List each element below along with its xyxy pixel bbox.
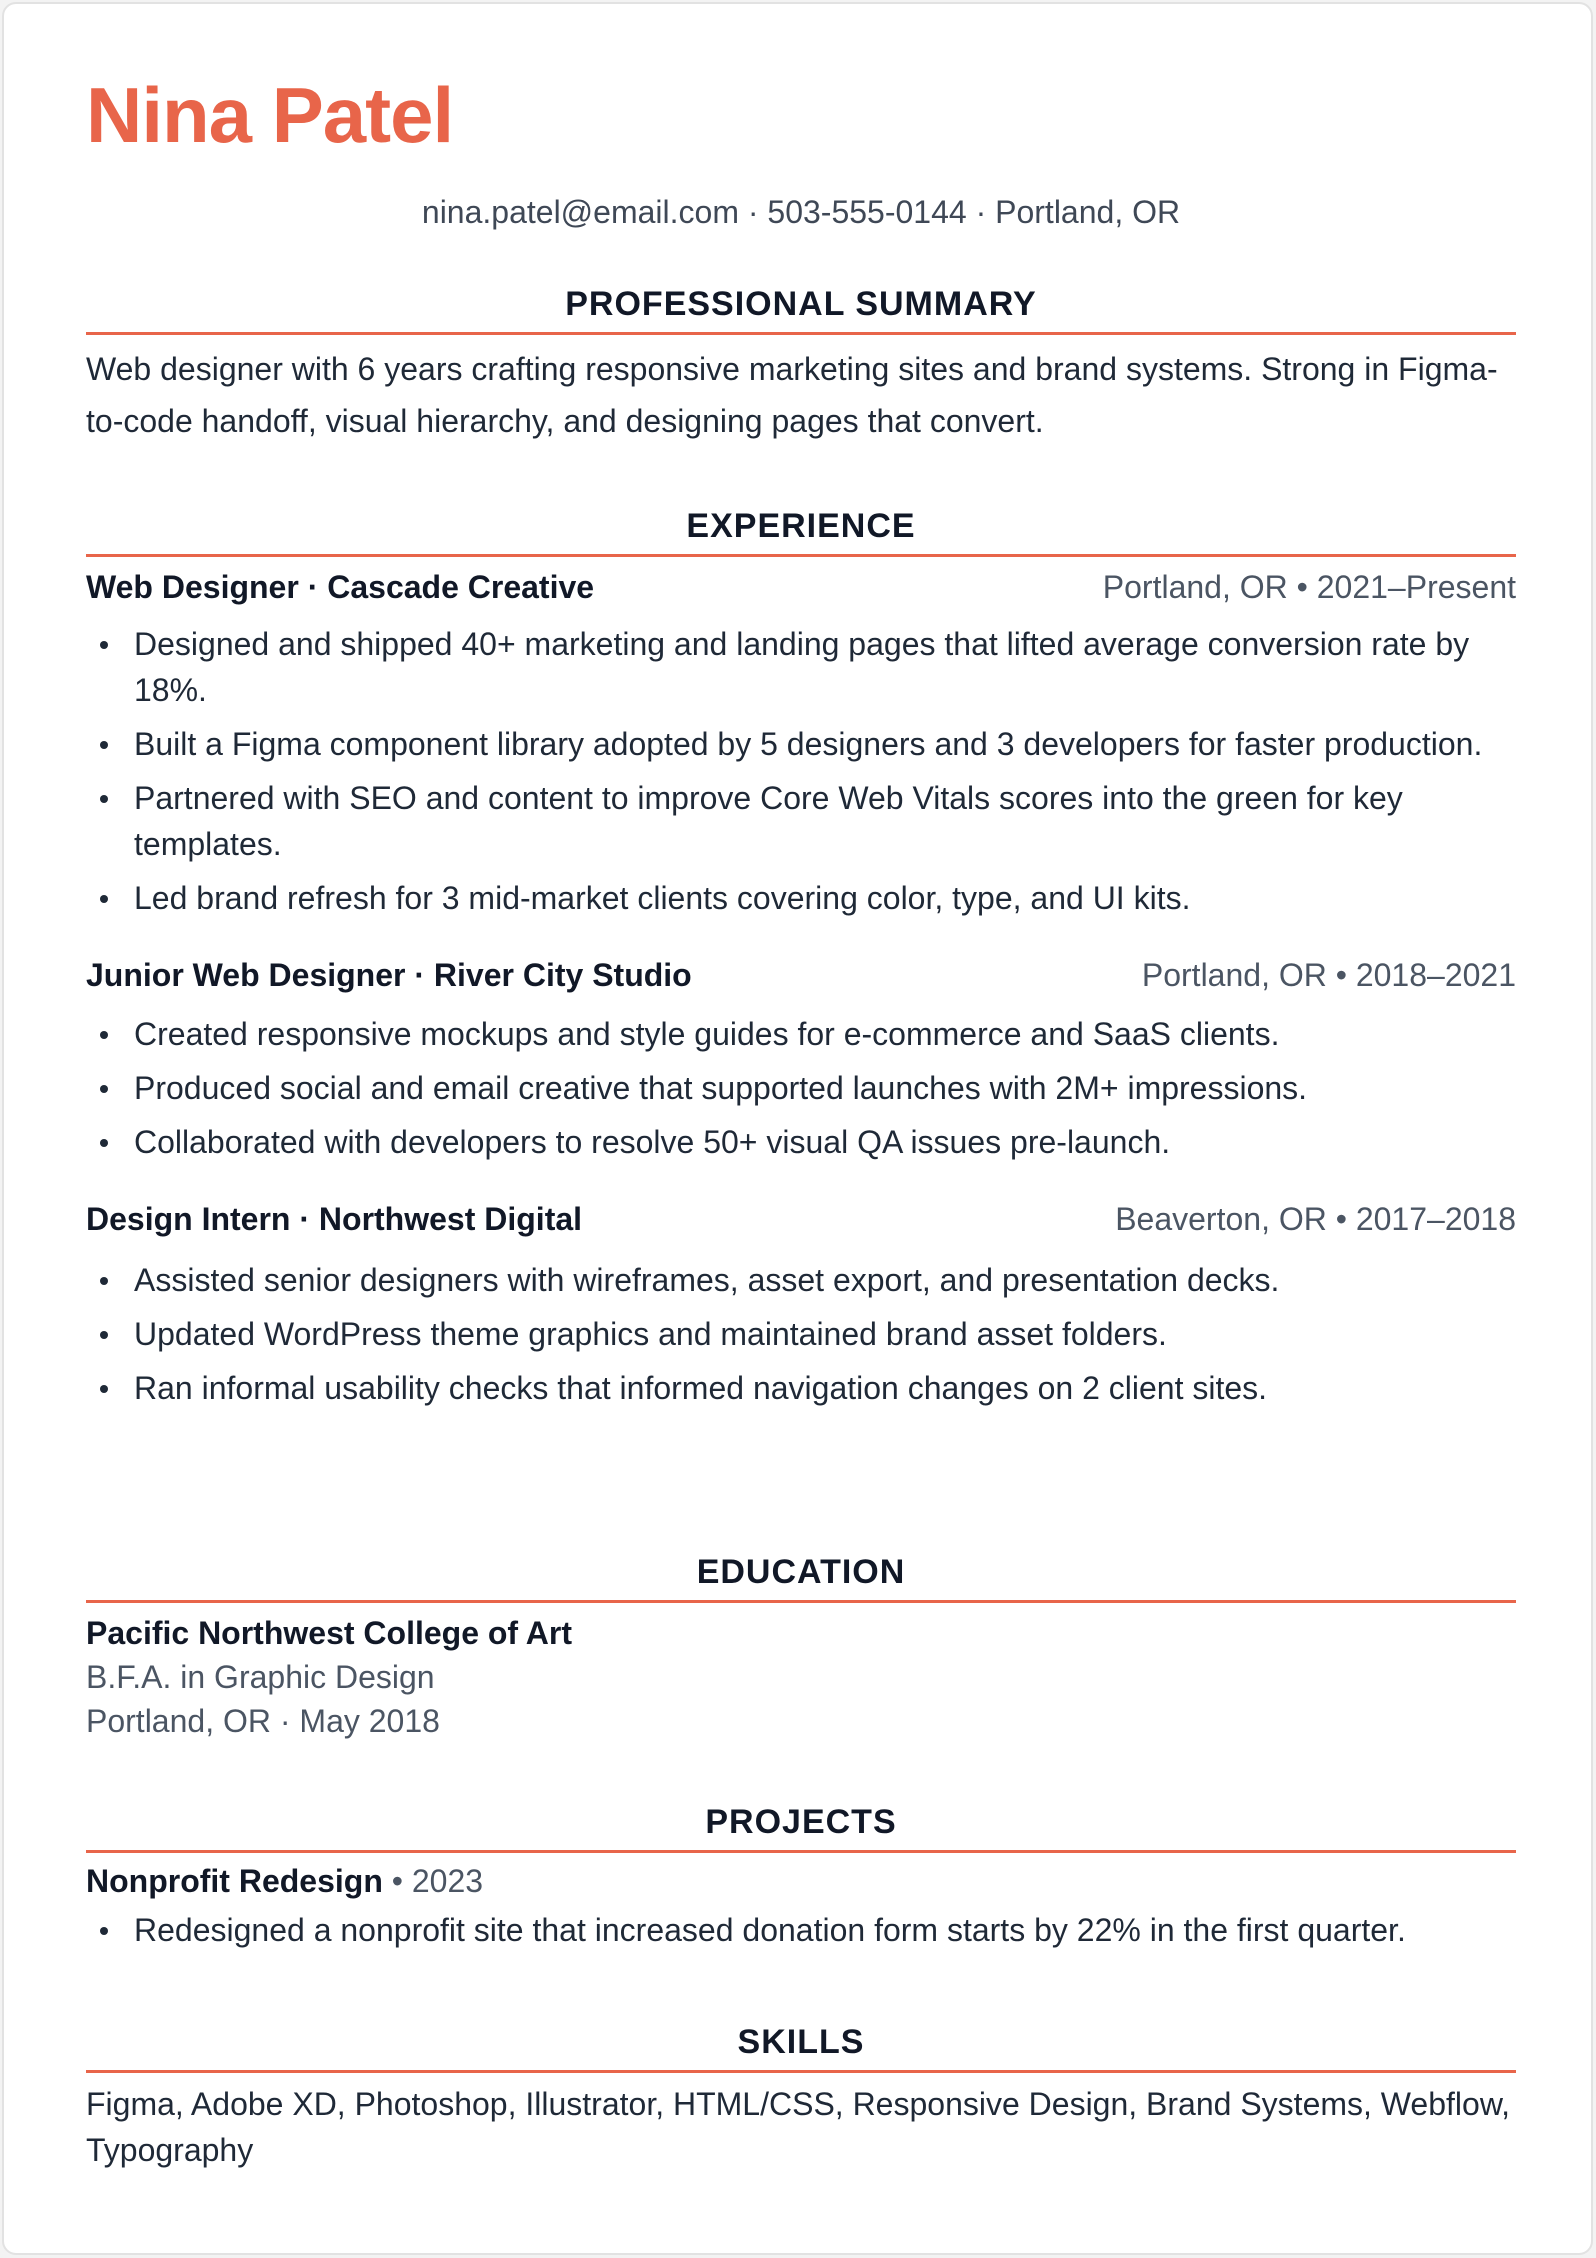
candidate-name: Nina Patel <box>86 71 454 159</box>
project-header <box>86 1857 1516 1905</box>
bullet-item: Assisted senior designers with wireframes, asset export, and presentation decks. <box>86 1257 1516 1303</box>
job-entry <box>86 951 1516 1165</box>
project-year: • 2023 <box>382 1863 484 1899</box>
contact-line: nina.patel@email.com · 503-555-0144 · Portland, OR <box>421 194 1181 230</box>
job-title: Web Designer · Cascade Creative <box>86 569 595 605</box>
bullet-item: Led brand refresh for 3 mid-market clients covering color, type, and UI kits. <box>86 875 1516 921</box>
education-section <box>86 1550 1516 1743</box>
job-entry <box>86 563 1516 921</box>
job-bullets <box>86 1011 1516 1165</box>
section-title-education: EDUCATION <box>86 1550 1516 1603</box>
skills-text: Figma, Adobe XD, Photoshop, Illustrator, HTML/CSS, Responsive Design, Brand Systems, Webflow, Typography <box>86 2086 1511 2168</box>
bullet-item: Designed and shipped 40+ marketing and landing pages that lifted average conversion rate by 18%. <box>86 621 1516 713</box>
job-meta: Portland, OR • 2018–2021 <box>1141 957 1516 993</box>
section-title-skills: SKILLS <box>86 2020 1516 2073</box>
job-header <box>86 951 1516 999</box>
bullet-item: Updated WordPress theme graphics and maintained brand asset folders. <box>86 1311 1516 1357</box>
job-meta: Portland, OR • 2021–Present <box>1102 569 1516 605</box>
skills-section <box>86 2020 1516 2173</box>
job-header <box>86 563 1516 611</box>
school-name: Pacific Northwest College of Art <box>86 1615 572 1651</box>
project-name: Nonprofit Redesign <box>86 1863 383 1899</box>
job-header <box>86 1195 1516 1243</box>
education-entry <box>86 1611 1516 1743</box>
education-location-date: Portland, OR · May 2018 <box>86 1703 440 1739</box>
resume-page <box>2 2 1593 2255</box>
projects-section <box>86 1800 1516 1953</box>
summary-text: Web designer with 6 years crafting responsive marketing sites and brand systems. Strong in Figma-to-code handoff, visual hierarchy, and designing pages that convert. <box>86 351 1498 439</box>
bullet-item: Created responsive mockups and style guides for e-commerce and SaaS clients. <box>86 1011 1516 1057</box>
bullet-item: Ran informal usability checks that informed navigation changes on 2 client sites. <box>86 1365 1516 1411</box>
project-bullets <box>86 1907 1516 1953</box>
job-bullets <box>86 621 1516 921</box>
bullet-item: Partnered with SEO and content to improve Core Web Vitals scores into the green for key templates. <box>86 775 1516 867</box>
degree: B.F.A. in Graphic Design <box>86 1659 435 1695</box>
bullet-item: Built a Figma component library adopted by 5 designers and 3 developers for faster production. <box>86 721 1516 767</box>
job-meta: Beaverton, OR • 2017–2018 <box>1115 1201 1516 1237</box>
section-title-projects: PROJECTS <box>86 1800 1516 1853</box>
section-title-summary: PROFESSIONAL SUMMARY <box>86 282 1516 335</box>
bullet-item: Produced social and email creative that supported launches with 2M+ impressions. <box>86 1065 1516 1111</box>
bullet-item: Collaborated with developers to resolve 50+ visual QA issues pre-launch. <box>86 1119 1516 1165</box>
job-entry <box>86 1195 1516 1411</box>
bullet-item: Redesigned a nonprofit site that increased donation form starts by 22% in the first quarter. <box>86 1907 1516 1953</box>
section-title-experience: EXPERIENCE <box>86 504 1516 557</box>
experience-section <box>86 504 1516 1411</box>
job-bullets <box>86 1257 1516 1411</box>
job-title: Junior Web Designer · River City Studio <box>86 957 692 993</box>
job-title: Design Intern · Northwest Digital <box>86 1201 583 1237</box>
summary-section <box>86 282 1516 447</box>
